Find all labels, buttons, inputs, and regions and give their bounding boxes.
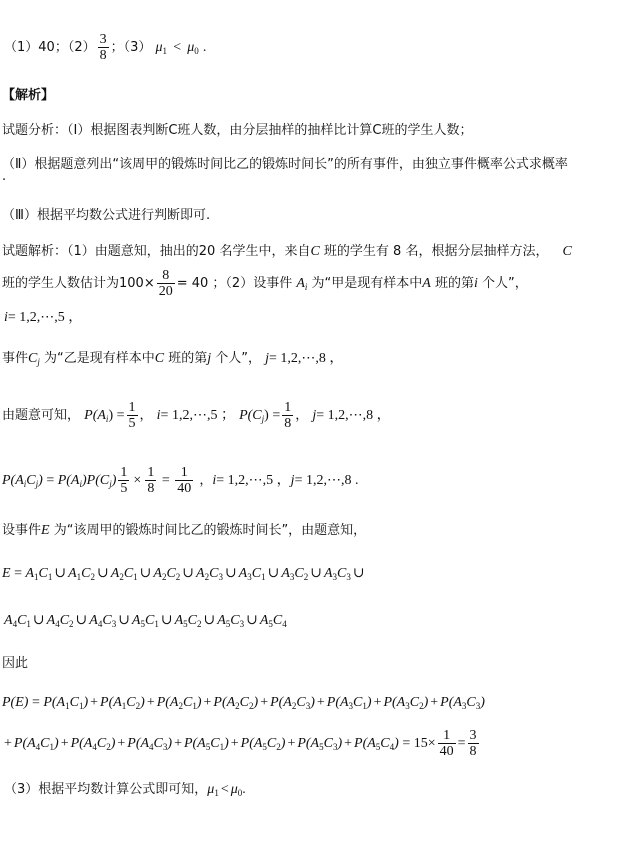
solution-line-1: 试题解析：（1）由题意知，抽出的20 名学生中，来自C 班的学生有 8 名，根据分层抽样方法， C [2,244,572,259]
solution-line-3: i= 1,2,⋯,5 ， [4,310,83,325]
solution-line-8: $E = A_1C_1$ ∪ $A_1C_2$ ∪ $A_2C_1$ ∪ $A_2C_2$ ∪ $A_2C_3$ ∪ $A_3C_1$ ∪ $A_3C_2$ ∪ $A_3C_3$ ∪ [2,566,365,582]
solution-line-13: （3）根据平均数计算公式即可知，$\mu_1 < \mu_0$. [4,782,246,798]
fraction-denominator: 8 [99,48,107,63]
solution-line-2: 班的学生人数估计为100× $\frac{8}{20}$ = 40 ；（2）设事件 $A_i$ 为“甲是现有样本中A 班的第i 个人”， [2,268,528,299]
mu-0: $\mu_0$ [187,40,199,56]
less-than: < [173,40,182,55]
solution-line-10: 因此 [2,656,29,671]
analysis-line-2-dot: . [2,169,7,184]
fraction-numerator: 3 [99,32,107,47]
mu-1: $\mu_1$ [155,40,168,56]
answer-fraction [98,32,109,63]
fraction-8-20: $\frac{8}{20}$ [158,268,173,299]
answer-part-1: （1）40；（2） [4,40,96,55]
solution-line-9: $A_4C_1$ ∪ $A_4C_2$ ∪ $A_4C_3$ ∪ $A_5C_1$ ∪ $A_5C_2$ ∪ $A_5C_3$ ∪ $A_5C_4$ [4,613,287,629]
solution-line-11: $P(E) = P(A_1C_1) + P(A_1C_2) + P(A_2C_1) + P(A_2C_2) + P(A_2C_3) + P(A_3C_1) + P(A_3C_2) + P(A_3C_3)$ [2,695,485,711]
period: . [202,40,207,55]
solution-line-5: 由题意可知， $P(A_i)$ = $\frac{1}{5}$ ， i= 1,2,⋯,5 ； $P(C_j)$ = $\frac{1}{8}$ ， j= 1,2,⋯,8 ， [2,400,391,431]
answer-line [4,32,206,63]
analysis-line-2: （Ⅱ）根据题意列出“该周甲的锻炼时间比乙的锻炼时间长”的所有事件，由独立事件概率公式求概率 [2,157,568,172]
solution-line-7: 设事件E 为“该周甲的锻炼时间比乙的锻炼时间长”，由题意知， [2,523,367,538]
answer-part-2: ；（3） [110,40,152,55]
solution-line-6: $P(A_iC_j) = P(A_i)P(C_j)$ $\frac{1}{5}$ × $\frac{1}{8}$ = $\frac{1}{40}$ ，i= 1,2,⋯,5 ，j= 1,2,⋯,8 . [2,465,359,496]
solution-line-4: 事件$C_j$ 为“乙是现有样本中C 班的第j 个人”， j= 1,2,⋯,8 ， [2,351,344,367]
solution-line-12: + $P(A_4C_1) + P(A_4C_2) + P(A_4C_3) + P(A_5C_1) + P(A_5C_2) + P(A_5C_3) + P(A_5C_4) = 15\times$ $\frac{1}{40}$ = $\frac{3}{8}$ [4,728,477,759]
section-heading: 【解析】 [2,88,55,103]
analysis-line-1: 试题分析：（Ⅰ）根据图表判断C班人数，由分层抽样的抽样比计算C班的学生人数； [2,123,473,138]
analysis-line-3: （Ⅲ）根据平均数公式进行判断即可. [2,208,211,223]
